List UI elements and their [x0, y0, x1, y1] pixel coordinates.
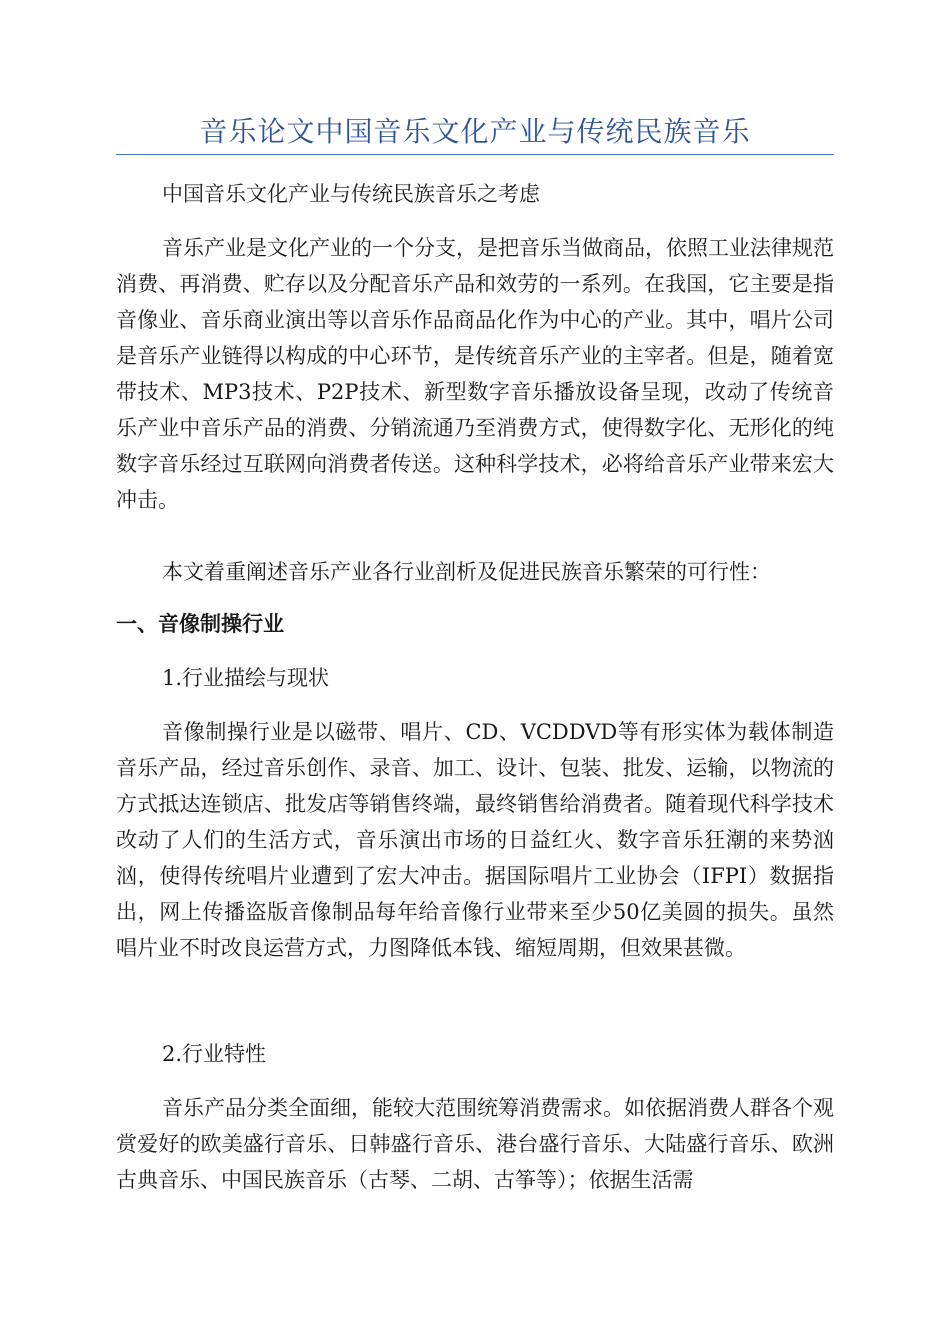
subsection-body-1: 音像制操行业是以磁带、唱片、CD、VCDDVD等有形实体为载体制造音乐产品，经过音乐创作、录音、加工、设计、包装、批发、运输，以物流的方式抵达连锁店、批发店等销售终端，最终销售给消费者。随着现代科学技术改动了人们的生活方式，音乐演出市场的日益红火、数字音乐狂潮的来势汹汹，使得传统唱片业遭到了宏大冲击。据国际唱片工业协会（IFPI）数据指出，网上传播盗版音像制品每年给音像行业带来至少50亿美圆的损失。虽然唱片业不时改良运营方式，力图降低本钱、缩短周期，但效果甚微。: [116, 720, 834, 960]
intro-paragraph: 音乐产业是文化产业的一个分支，是把音乐当做商品，依照工业法律规范消费、再消费、贮存以及分配音乐产品和效劳的一系列。在我国，它主要是指音像业、音乐商业演出等以音乐作品商品化作为中心的产业。其中，唱片公司是音乐产业链得以构成的中心环节，是传统音乐产业的主宰者。但是，随着宽带技术、MP3技术、P2P技术、新型数字音乐播放设备呈现，改动了传统音乐产业中音乐产品的消费、分销流通乃至消费方式，使得数字化、无形化的纯数字音乐经过互联网向消费者传送。这种科学技术，必将给音乐产业带来宏大冲击。: [116, 236, 834, 512]
subtitle-line: 中国音乐文化产业与传统民族音乐之考虑: [162, 182, 540, 206]
document-title: 音乐论文中国音乐文化产业与传统民族音乐: [199, 115, 751, 148]
title-underline: [116, 154, 834, 155]
subsection-heading-1: 1.行业描绘与现状: [162, 666, 330, 690]
subsection-body-2: 音乐产品分类全面细，能较大范围统筹消费需求。如依据消费人群各个观赏爱好的欧美盛行音乐、日韩盛行音乐、港台盛行音乐、大陆盛行音乐、欧洲古典音乐、中国民族音乐（古琴、二胡、古筝等）；依据生活需: [116, 1096, 834, 1192]
purpose-paragraph: 本文着重阐述音乐产业各行业剖析及促进民族音乐繁荣的可行性：: [162, 560, 771, 584]
subsection-heading-2: 2.行业特性: [162, 1042, 267, 1066]
section-heading-1: 一、音像制操行业: [116, 612, 284, 636]
